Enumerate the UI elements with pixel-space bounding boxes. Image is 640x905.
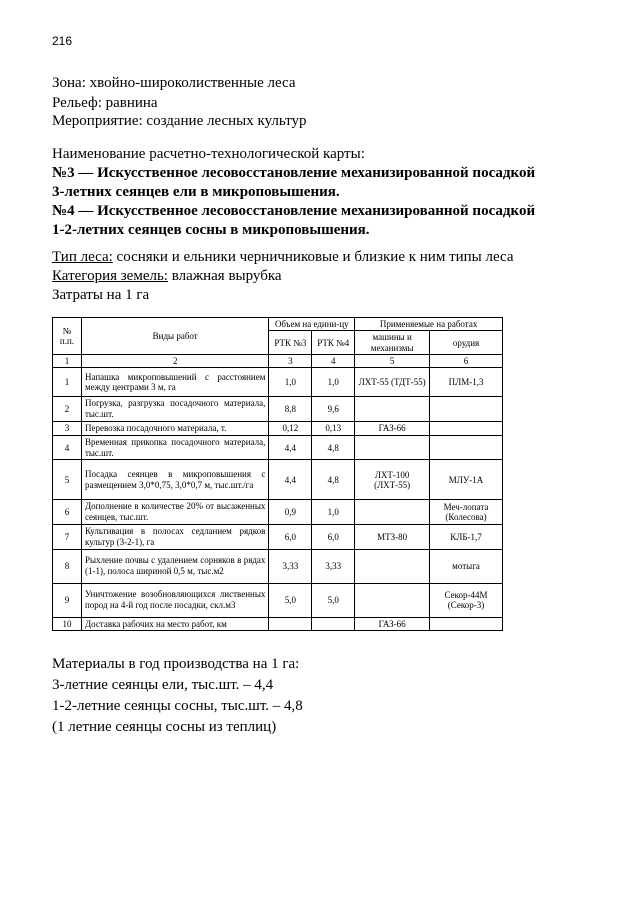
card-item3-line2: 3-летних сеянцев ели в микроповышения. bbox=[52, 184, 340, 200]
land-category-value: влажная вырубка bbox=[167, 268, 282, 284]
row-rtk4: 4,8 bbox=[312, 435, 355, 460]
works-table bbox=[52, 317, 503, 631]
row-machines: ЛХТ-100 (ЛХТ-55) bbox=[355, 460, 430, 500]
row-tools: мотыга bbox=[430, 549, 503, 583]
materials-line-2: 1-2-летние сеянцы сосны, тыс.шт. – 4,8 bbox=[52, 698, 303, 714]
row-tools: ПЛМ-1,3 bbox=[430, 368, 503, 397]
row-rtk4: 1,0 bbox=[312, 500, 355, 525]
header-works: Виды работ bbox=[81, 318, 268, 355]
row-rtk4 bbox=[312, 617, 355, 631]
row-rtk3: 0,12 bbox=[269, 421, 312, 435]
row-work: Посадка сеянцев в микроповышения с размещением 3,0*0,75, 3,0*0,7 м, тыс.шт./га bbox=[81, 460, 268, 500]
header-tools: орудия bbox=[430, 331, 503, 355]
row-machines bbox=[355, 500, 430, 525]
row-work: Погрузка, разгрузка посадочного материала, тыс.шт. bbox=[81, 397, 268, 422]
row-num: 1 bbox=[53, 368, 82, 397]
row-tools: Секор-44М (Секор-3) bbox=[430, 583, 503, 617]
row-work: Культивация в полосах седланием рядков культур (3-2-1), га bbox=[81, 524, 268, 549]
col-num-1: 1 bbox=[53, 355, 82, 368]
row-rtk4: 1,0 bbox=[312, 368, 355, 397]
row-tools: МЛУ-1А bbox=[430, 460, 503, 500]
header-rtk3: РТК №3 bbox=[269, 331, 312, 355]
row-work: Дополнение в количестве 20% от высаженных сеянцев, тыс.шт. bbox=[81, 500, 268, 525]
row-work: Рыхление почвы с удалением сорняков в рядах (1-1), полоса шириной 0,5 м, тыс.м2 bbox=[81, 549, 268, 583]
row-rtk3: 8,8 bbox=[269, 397, 312, 422]
card-item4-line1: №4 — Искусственное лесовосстановление механизированной посадкой bbox=[52, 203, 536, 219]
header-rtk4: РТК №4 bbox=[312, 331, 355, 355]
table-row bbox=[53, 397, 503, 422]
row-work: Перевозка посадочного материала, т. bbox=[81, 421, 268, 435]
table-row bbox=[53, 421, 503, 435]
row-machines: ГАЗ-66 bbox=[355, 617, 430, 631]
col-num-5: 5 bbox=[355, 355, 430, 368]
land-category-label: Категория земель: bbox=[52, 268, 168, 284]
card-item3-line1: №3 — Искусственное лесовосстановление механизированной посадкой bbox=[52, 165, 536, 181]
materials-line-3: (1 летние сеянцы сосны из теплиц) bbox=[52, 719, 277, 735]
costs-line: Затраты на 1 га bbox=[52, 287, 150, 303]
forest-type bbox=[52, 249, 514, 266]
forest-type-label: Тип леса: bbox=[52, 249, 113, 265]
row-tools bbox=[430, 421, 503, 435]
table-row bbox=[53, 368, 503, 397]
materials-block bbox=[52, 654, 303, 738]
row-rtk3: 5,0 bbox=[269, 583, 312, 617]
forest-type-value: сосняки и ельники черничниковые и близкие к ним типы леса bbox=[112, 249, 514, 265]
table-row bbox=[53, 549, 503, 583]
col-num-4: 4 bbox=[312, 355, 355, 368]
row-rtk3: 3,33 bbox=[269, 549, 312, 583]
row-machines bbox=[355, 435, 430, 460]
measure-line: Мероприятие: создание лесных культур bbox=[52, 113, 307, 129]
row-rtk3 bbox=[269, 617, 312, 631]
row-machines: ЛХТ-55 (ТДТ-55) bbox=[355, 368, 430, 397]
row-tools: КЛБ-1,7 bbox=[430, 524, 503, 549]
row-num: 5 bbox=[53, 460, 82, 500]
row-num: 9 bbox=[53, 583, 82, 617]
table-row bbox=[53, 583, 503, 617]
row-num: 7 bbox=[53, 524, 82, 549]
row-tools bbox=[430, 435, 503, 460]
row-work: Доставка рабочих на место работ, км bbox=[81, 617, 268, 631]
table-row bbox=[53, 617, 503, 631]
page-number: 216 bbox=[52, 34, 73, 48]
row-tools bbox=[430, 617, 503, 631]
row-rtk4: 4,8 bbox=[312, 460, 355, 500]
row-work: Временная прикопка посадочного материала, тыс.шт. bbox=[81, 435, 268, 460]
col-num-2: 2 bbox=[81, 355, 268, 368]
row-rtk3: 0,9 bbox=[269, 500, 312, 525]
row-num: 3 bbox=[53, 421, 82, 435]
row-num: 10 bbox=[53, 617, 82, 631]
header-num: № п.п. bbox=[53, 318, 82, 355]
row-rtk3: 6,0 bbox=[269, 524, 312, 549]
row-num: 6 bbox=[53, 500, 82, 525]
zone-line: Зона: хвойно-широколиственные леса bbox=[52, 75, 296, 91]
row-rtk4: 5,0 bbox=[312, 583, 355, 617]
table-row bbox=[53, 500, 503, 525]
row-tools: Меч-лопата (Колесова) bbox=[430, 500, 503, 525]
row-work: Напашка микроповышений с расстоянием между центрами 3 м, га bbox=[81, 368, 268, 397]
row-rtk4: 9,6 bbox=[312, 397, 355, 422]
row-machines: МТЗ-80 bbox=[355, 524, 430, 549]
card-title: Наименование расчетно-технологической карты: bbox=[52, 146, 365, 162]
row-rtk4: 6,0 bbox=[312, 524, 355, 549]
relief-line: Рельеф: равнина bbox=[52, 95, 158, 111]
materials-title: Материалы в год производства на 1 га: bbox=[52, 656, 300, 672]
table-row bbox=[53, 435, 503, 460]
row-rtk4: 3,33 bbox=[312, 549, 355, 583]
row-rtk3: 4,4 bbox=[269, 435, 312, 460]
row-machines bbox=[355, 583, 430, 617]
row-rtk3: 1,0 bbox=[269, 368, 312, 397]
row-rtk4: 0,13 bbox=[312, 421, 355, 435]
row-machines bbox=[355, 397, 430, 422]
row-num: 8 bbox=[53, 549, 82, 583]
header-machines: машины и механизмы bbox=[355, 331, 430, 355]
card-item4-line2: 1-2-летних сеянцев сосны в микроповышения. bbox=[52, 222, 370, 238]
col-num-6: 6 bbox=[430, 355, 503, 368]
header-applied: Применяемые на работах bbox=[355, 318, 503, 331]
materials-line-1: 3-летние сеянцы ели, тыс.шт. – 4,4 bbox=[52, 677, 274, 693]
row-work: Уничтожение возобновляющихся лиственных пород на 4-й год после посадки, скл.м3 bbox=[81, 583, 268, 617]
row-num: 4 bbox=[53, 435, 82, 460]
table-row bbox=[53, 460, 503, 500]
table-row bbox=[53, 524, 503, 549]
col-num-3: 3 bbox=[269, 355, 312, 368]
row-num: 2 bbox=[53, 397, 82, 422]
row-machines: ГАЗ-66 bbox=[355, 421, 430, 435]
land-category bbox=[52, 268, 282, 285]
header-volume: Объем на едини-цу bbox=[269, 318, 355, 331]
row-tools bbox=[430, 397, 503, 422]
row-machines bbox=[355, 549, 430, 583]
row-rtk3: 4,4 bbox=[269, 460, 312, 500]
